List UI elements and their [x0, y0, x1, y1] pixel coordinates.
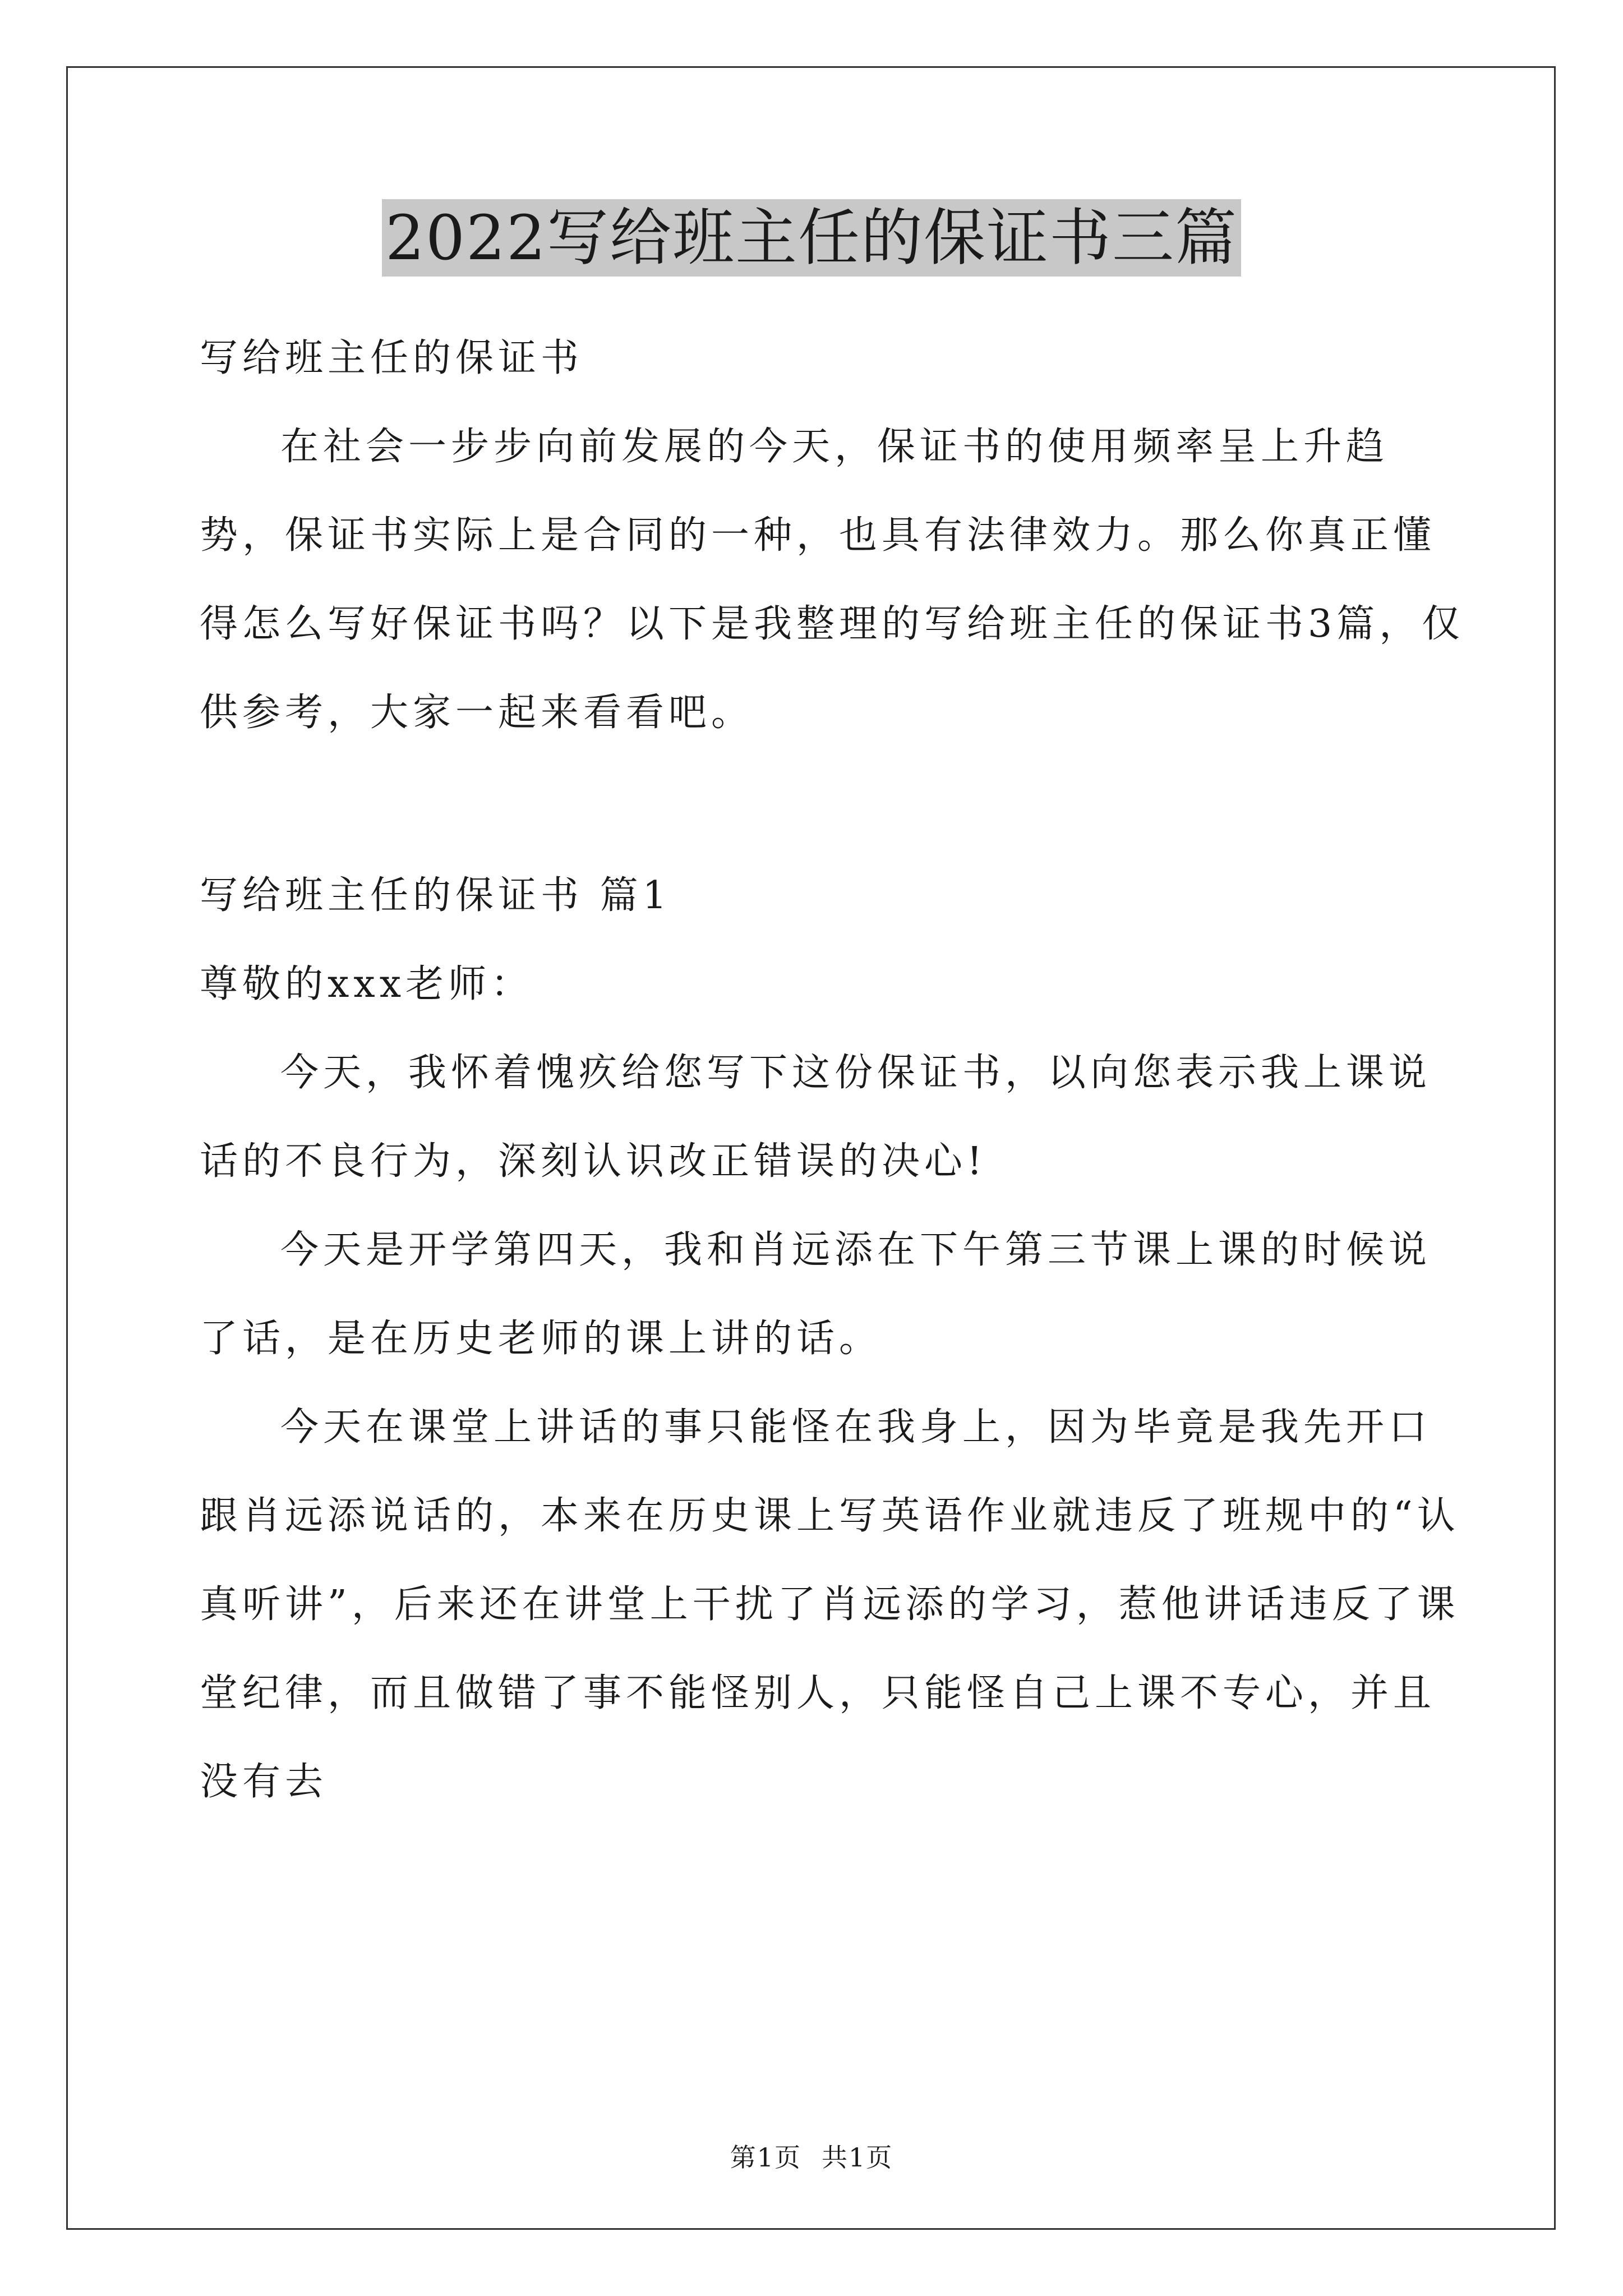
page-footer — [0, 2137, 1623, 2174]
page-number-current: 第1页 — [730, 2142, 801, 2173]
document-body — [200, 314, 1467, 1826]
intro-heading: 写给班主任的保证书 — [200, 336, 584, 380]
body-paragraph-3: 今天在课堂上讲话的事只能怪在我身上，因为毕竟是我先开口跟肖远添说话的，本来在历史课上写英语作业就违反了班规中的“认真听讲”，后来还在讲堂上干扰了肖远添的学习，惹他讲话违反了课堂纪律，而且做错了事不能怪别人，只能怪自己上课不专心，并且没有去 — [200, 1405, 1460, 1804]
title-container — [0, 199, 1623, 277]
salutation: 尊敬的xxx老师： — [200, 962, 534, 1006]
page-number-total: 共1页 — [822, 2142, 893, 2173]
intro-paragraph: 在社会一步步向前发展的今天，保证书的使用频率呈上升趋势，保证书实际上是合同的一种，也具有法律效力。那么你真正懂得怎么写好保证书吗？以下是我整理的写给班主任的保证书3篇，仅供参考，大家一起来看看吧。 — [200, 425, 1465, 735]
document-title: 2022写给班主任的保证书三篇 — [382, 199, 1241, 277]
section-heading: 写给班主任的保证书 篇1 — [200, 873, 671, 918]
body-paragraph-1: 今天，我怀着愧疚给您写下这份保证书，以向您表示我上课说话的不良行为，深刻认识改正错误的决心! — [200, 1051, 1432, 1184]
body-paragraph-2: 今天是开学第四天，我和肖远添在下午第三节课上课的时候说了话，是在历史老师的课上讲的话。 — [200, 1228, 1432, 1361]
